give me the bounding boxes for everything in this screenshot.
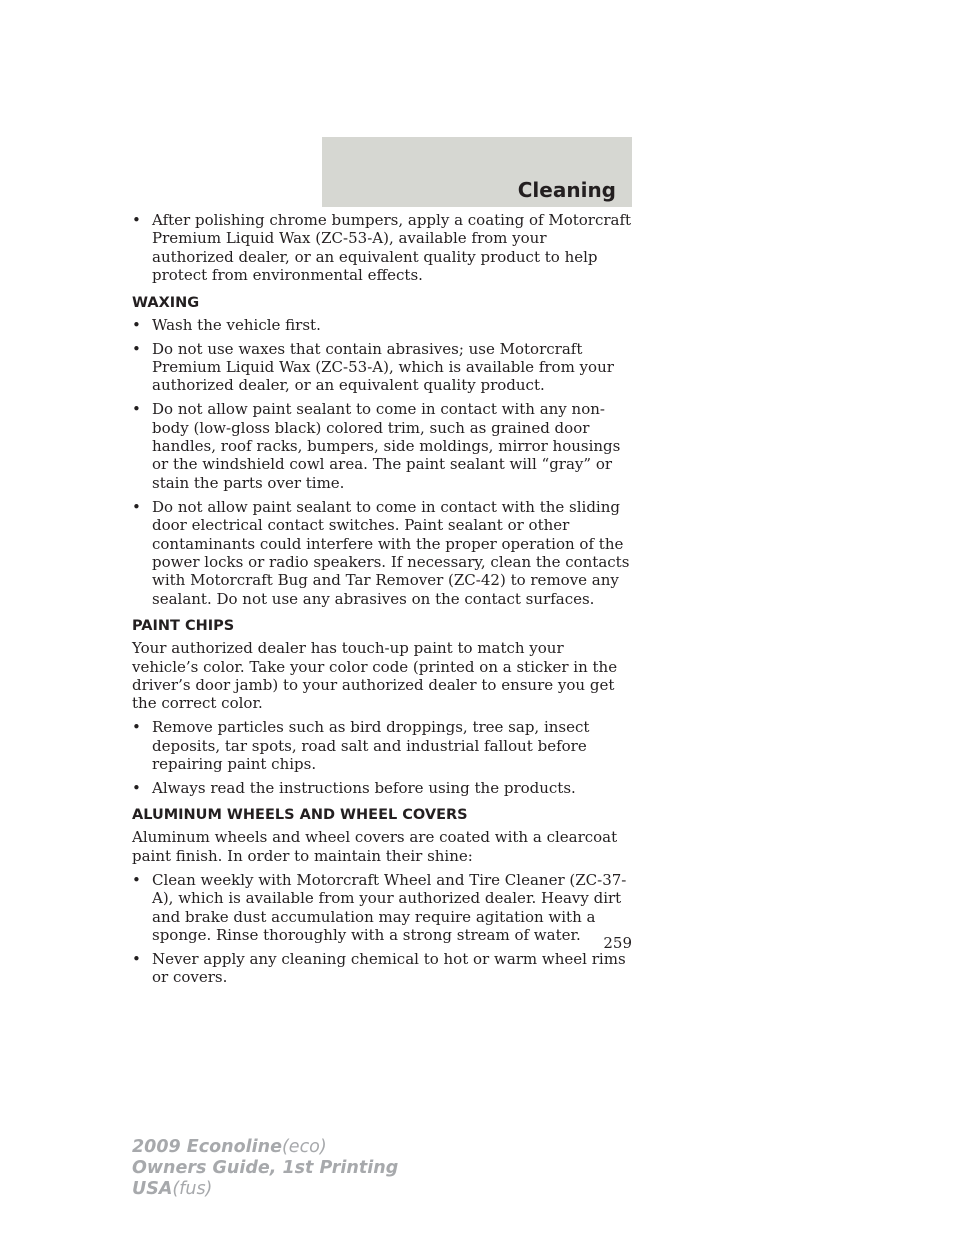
bullet-icon: • <box>132 779 141 798</box>
section-heading-aluminum-wheels: ALUMINUM WHEELS AND WHEEL COVERS <box>132 807 468 824</box>
section-heading-paint-chips: PAINT CHIPS <box>132 618 235 635</box>
footer-line-3: USA(fus) <box>132 1179 213 1199</box>
section-header-band <box>322 137 632 207</box>
bullet-icon: • <box>132 211 141 229</box>
bullet-icon: • <box>132 315 141 334</box>
section-title: Cleaning <box>517 178 616 202</box>
bullet-icon: • <box>132 339 141 358</box>
page-number: 259 <box>603 934 632 952</box>
paragraph: Aluminum wheels and wheel covers are coated with a clearcoat paint finish. In order to maintain their shine: <box>132 828 618 865</box>
bullet-icon: • <box>132 949 141 968</box>
footer-line-1: 2009 Econoline(eco) <box>132 1137 327 1157</box>
list-item: • Remove particles such as bird droppings, tree sap, insect deposits, tar spots, road salt and industrial fallout before repairing paint chips. <box>132 718 590 774</box>
section-heading-waxing: WAXING <box>132 294 200 311</box>
list-item: • Clean weekly with Motorcraft Wheel and Tire Cleaner (ZC-37-A), which is available from your authorized dealer. Heavy dirt and brake dust accumulation may require agitation with a sponge. Rinse thoroughly with a strong stream of water. <box>132 870 627 944</box>
list-item: • Never apply any cleaning chemical to hot or warm wheel rims or covers. <box>132 949 626 987</box>
list-item: • Do not allow paint sealant to come in contact with any non-body (low-gloss black) colored trim, such as grained door handles, roof racks, bumpers, side moldings, mirror housings or the windshield cowl area. The paint sealant will “gray” or stain the parts over time. <box>132 400 621 492</box>
list-item: • Do not use waxes that contain abrasives; use Motorcraft Premium Liquid Wax (ZC-53-A), which is available from your authorized dealer, or an equivalent quality product. <box>132 339 614 395</box>
bullet-icon: • <box>132 718 141 737</box>
paragraph: Your authorized dealer has touch-up paint to match your vehicle’s color. Take your color code (printed on a sticker in the driver’s door jamb) to your authorized dealer to ensure you get the correct color. <box>132 639 618 713</box>
bullet-icon: • <box>132 400 141 419</box>
bullet-icon: • <box>132 497 141 516</box>
bullet-icon: • <box>132 870 141 889</box>
page-content <box>132 211 632 992</box>
list-item: • After polishing chrome bumpers, apply a coating of Motorcraft Premium Liquid Wax (ZC-53-A), available from your authorized dealer, or an equivalent quality product to help protect from environmental effects. <box>132 211 632 285</box>
document-footer <box>132 1137 398 1200</box>
list-item: • Wash the vehicle first. <box>132 315 321 334</box>
list-item: • Always read the instructions before using the products. <box>132 779 576 798</box>
footer-line-2: Owners Guide, 1st Printing <box>132 1158 399 1178</box>
list-item: • Do not allow paint sealant to come in contact with the sliding door electrical contact switches. Paint sealant or other contaminants could interfere with the proper operation of the power locks or radio speakers. If necessary, clean the contacts with Motorcraft Bug and Tar Remover (ZC-42) to remove any sealant. Do not use any abrasives on the contact surfaces. <box>132 497 630 608</box>
